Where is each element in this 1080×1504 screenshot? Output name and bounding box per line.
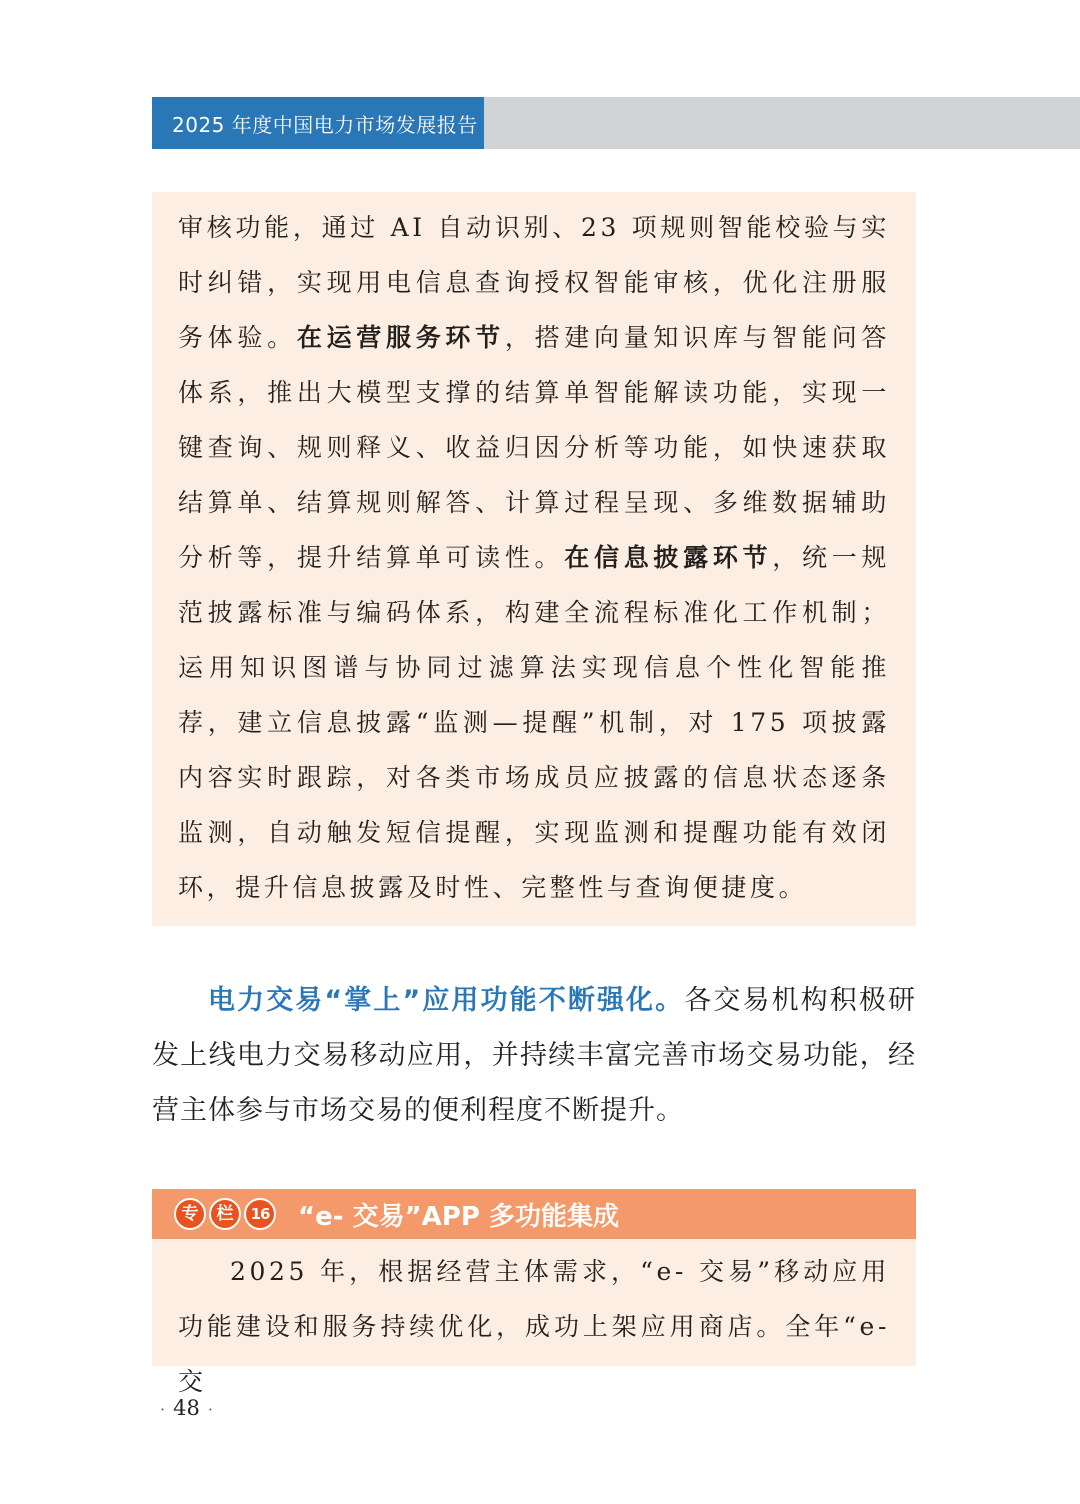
page-number [152, 1396, 221, 1420]
bold-heading-disclosure: 在信息披露环节 [564, 543, 773, 572]
column-body [152, 1239, 916, 1409]
header-title-box [152, 97, 484, 149]
text-segment: ，统一规范披露标准与编码体系，构建全流程标准化工作机制；运用知识图谱与协同过滤算法实现信息个性化智能推荐，建立信息披露“监测—提醒”机制，对 175 项披露内容实时跟踪，对各类市场成员应披露的信息状态逐条监测，自动触发短信提醒，实现监测和提醒功能有效闭环，提升信息披露及时性、完整性与查询便捷度。 [178, 543, 891, 902]
column-badge [174, 1198, 276, 1230]
text-segment: ，搭建向量知识库与智能问答体系，推出大模型支撑的结算单智能解读功能，实现一键查询、规则释义、收益归因分析等功能，如快速获取结算单、结算规则解答、计算过程呈现、多维数据辅助分析等，提升结算单可读性。 [178, 323, 891, 572]
badge-char-zhuan: 专 [174, 1198, 206, 1230]
report-title: 2025 年度中国电力市场发展报告 [172, 112, 478, 137]
column-title: “e- 交易”APP 多功能集成 [298, 1201, 619, 1232]
bold-heading-operations: 在运营服务环节 [296, 323, 505, 352]
page-dot-left: · [160, 1400, 166, 1419]
badge-number: 16 [244, 1198, 276, 1230]
text-segment: 审核功能，通过 AI 自动识别、23 项规则智能校验与实时纠错，实现用电信息查询授权智能审核，优化注册服务体验。 [178, 213, 890, 352]
body-paragraph [152, 973, 916, 1138]
continued-column-text [178, 200, 890, 915]
page-number-value: 48 [173, 1396, 200, 1420]
continued-column-box [152, 192, 916, 926]
paragraph-lead: 电力交易“掌上”应用功能不断强化。 [208, 985, 685, 1016]
column-header [152, 1189, 916, 1239]
paragraph-text: 各交易机构积极研发上线电力交易移动应用，并持续丰富完善市场交易功能，经营主体参与市场交易的便利程度不断提升。 [152, 985, 916, 1126]
column-box-16 [152, 1189, 916, 1396]
badge-char-lan: 栏 [209, 1198, 241, 1230]
column-text: 2025 年，根据经营主体需求，“e- 交易”移动应用功能建设和服务持续优化，成功上架应用商店。全年“e- 交 [178, 1257, 890, 1396]
page-dot-right: · [207, 1400, 213, 1419]
